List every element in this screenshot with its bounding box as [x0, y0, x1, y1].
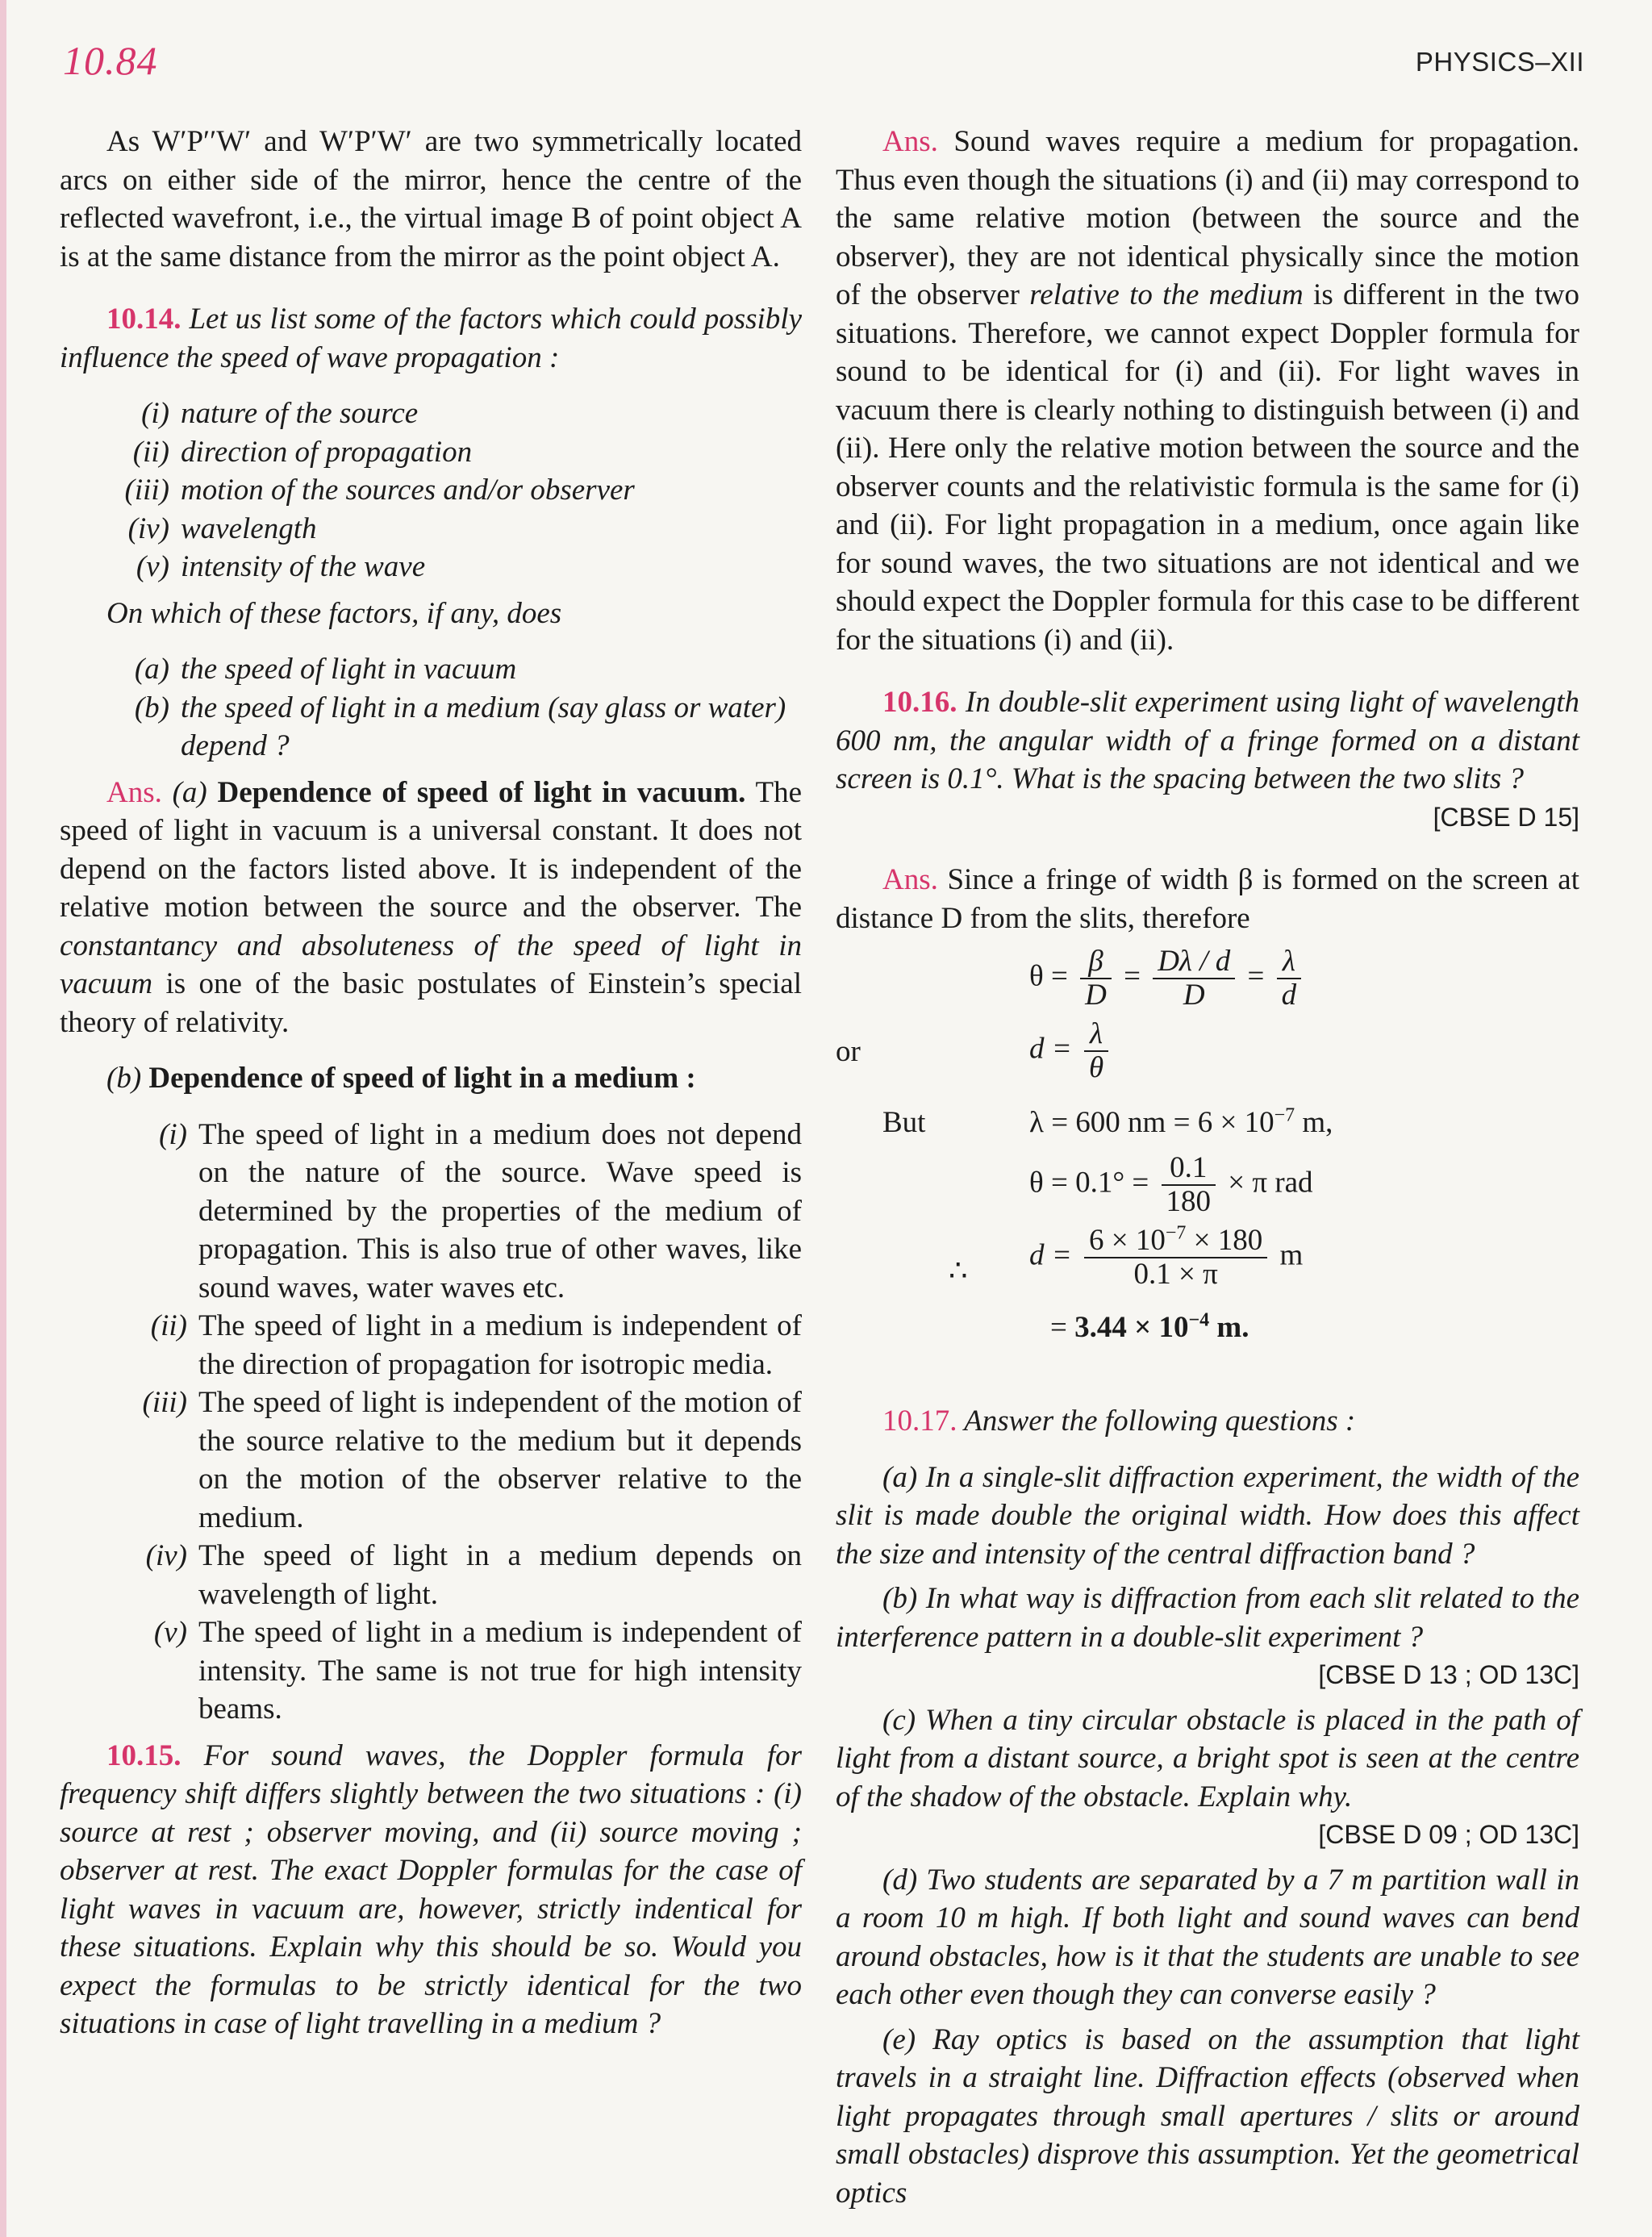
item-text: direction of propagation: [181, 435, 473, 469]
numerator: [1084, 1222, 1267, 1258]
part-label: (a): [172, 775, 207, 809]
eq-text: =: [1124, 959, 1141, 993]
item-label: (iv): [127, 511, 169, 545]
answer-text: The speed of light in vacuum is a universal constant. It does not depend on the factors listed above. It is independent of the relative motion between the source and the observer. The: [60, 775, 802, 924]
list-item: [60, 1307, 802, 1384]
list-item: [60, 1384, 802, 1537]
answer-text: Sound waves require a medium for propagation. Thus even though the situations (i) and (ii) may correspond to the same relative motion (between the source and the observer), they are not identical physically since the motion of the observer: [836, 125, 1579, 311]
result-value: 3.44 × 10: [1074, 1311, 1189, 1344]
eq-text: m: [1279, 1238, 1304, 1272]
fraction: [1277, 945, 1302, 1012]
item-text: the speed of light in vacuum: [181, 653, 517, 686]
item-text: motion of the sources and/or observer: [181, 474, 635, 507]
equation-block: [836, 945, 1579, 1429]
item-label: (i): [141, 397, 169, 430]
question-number: 10.15.: [106, 1738, 181, 1772]
item-label: (ii): [150, 1309, 187, 1342]
answer-points: [60, 1116, 802, 1729]
answer-text: is different in the two situations. Therefore, we cannot expect Doppler formula for sound to be identical for (i) and (ii). For light waves in vacuum there is clearly nothing to distinguish between (i) and (ii). Here only the relative motion between the source and the observer counts and the relativistic formula is the same for (i) and (ii). For light propagation in a medium, once again like for sound waves, the two situations are not identical and we should expect the Doppler formula for this case to be different for the situations (i) and (ii).: [836, 278, 1579, 657]
item-text: The speed of light in a medium is independent of the direction of propagation for isotropic media.: [198, 1309, 802, 1381]
equation-result: [1050, 1308, 1249, 1347]
numerator: β: [1080, 945, 1112, 979]
answer-label: Ans.: [882, 863, 938, 896]
item-text: The speed of light in a medium depends on wavelength of light.: [198, 1539, 802, 1611]
running-head: PHYSICS–XII: [1415, 47, 1584, 77]
item-label: (ii): [132, 435, 169, 469]
fraction: [1162, 1152, 1216, 1218]
denominator: D: [1183, 979, 1205, 1012]
denominator: 0.1 × π: [1133, 1258, 1218, 1291]
factor-list: [60, 394, 802, 586]
question-number: 10.17.: [882, 1404, 957, 1438]
eq-but-label: But: [882, 1106, 926, 1139]
fraction: [1080, 945, 1112, 1012]
item-text: intensity of the wave: [181, 550, 426, 583]
answer-10-15: [836, 123, 1579, 659]
item-text: The speed of light in a medium is independent of intensity. The same is not true for high intensity beams.: [198, 1616, 802, 1726]
equation-d-value: [1029, 1222, 1304, 1291]
eq-text: d =: [1029, 1238, 1072, 1272]
item-text: The speed of light is independent of the motion of the source relative to the medium but it depends on the motion of the observer relative to the medium.: [198, 1386, 802, 1534]
list-item: [60, 650, 802, 689]
item-text: The speed of light in a medium does not depend on the nature of the source. Wave speed is determined by the properties of the medium of propagation. This is also true of other waves, like sound waves, water waves etc.: [198, 1117, 802, 1304]
denominator: D: [1085, 979, 1107, 1012]
eq-text: θ = 0.1° =: [1029, 1166, 1149, 1200]
question-text: For sound waves, the Doppler formula for frequency shift differs slightly between the two situations : (i) source at rest ; observer moving, and (ii) source moving ; observer at rest. The exact Doppler formulas for the case of light waves in vacuum are, however, strictly indentical for these situations. Explain why this should be so. Would you expect the formulas to be strictly identical for the two situations in case of light travelling in a medium ?: [60, 1738, 803, 2040]
denominator: d: [1281, 979, 1297, 1012]
exponent: −4: [1188, 1309, 1210, 1331]
item-text: nature of the source: [181, 397, 419, 430]
fraction: [1084, 1018, 1108, 1084]
item-text: the speed of light in a medium (say glass or water) depend ?: [181, 691, 786, 762]
question-10-16: [836, 683, 1579, 799]
list-item: [60, 1116, 802, 1308]
item-label: (b): [134, 691, 169, 724]
fraction: [1084, 1222, 1267, 1291]
question-10-15: [60, 1737, 802, 2043]
part-label: (b): [106, 1062, 142, 1095]
question-part-c: (c) When a tiny circular obstacle is placed in the path of light from a distant source, a bright spot is seen at the centre of the shadow of the obstacle. Explain why.: [836, 1703, 1579, 1813]
numerator: Dλ / d: [1153, 945, 1235, 979]
therefore-symbol: ∴: [949, 1254, 968, 1288]
page-edge: [0, 0, 6, 2237]
left-column: [60, 123, 802, 2043]
item-label: (v): [153, 1616, 187, 1649]
list-item: [60, 471, 802, 510]
question-part-b: (b) In what way is diffraction from each slit related to the interference pattern in a double-slit experiment ?: [836, 1582, 1579, 1654]
list-item: [60, 394, 802, 433]
item-label: (v): [136, 550, 169, 583]
item-label: (iii): [142, 1386, 187, 1419]
question-number: 10.14.: [106, 303, 181, 336]
question-text: Answer the following questions :: [964, 1404, 1356, 1438]
item-label: (i): [159, 1117, 187, 1151]
exponent: −7: [1274, 1104, 1295, 1126]
item-text: wavelength: [181, 511, 317, 545]
answer-label: Ans.: [106, 775, 162, 809]
numerator: 0.1: [1162, 1152, 1216, 1186]
question-text: Let us list some of the factors which could possibly influence the speed of wave propagation :: [60, 303, 803, 374]
page-number: 10.84: [63, 38, 158, 83]
eq-text: × π rad: [1228, 1166, 1313, 1200]
item-label: (a): [134, 653, 169, 686]
equation-theta: [1029, 945, 1306, 1012]
question-part-a: (a) In a single-slit diffraction experiment, the width of the slit is made double the original width. How does this affect the size and intensity of the central diffraction band ?: [836, 1460, 1579, 1571]
answer-10-14-a: [60, 774, 802, 1042]
answer-emphasis: relative to the medium: [1029, 278, 1304, 311]
result-unit: m.: [1209, 1311, 1249, 1344]
equation-theta-value: [1029, 1152, 1313, 1218]
answer-text: Since a fringe of width β is formed on the screen at distance D from the slits, therefore: [836, 863, 1579, 935]
equation-lambda: [1029, 1104, 1333, 1142]
eq-text: θ =: [1029, 959, 1068, 993]
eq-text: =: [1050, 1311, 1067, 1344]
item-label: (iii): [124, 474, 169, 507]
exam-reference: [CBSE D 09 ; OD 13C]: [1318, 1820, 1579, 1849]
question-10-14: [60, 300, 802, 377]
answer-emphasis: constantancy and absoluteness of the speed of light in vacuum: [60, 929, 802, 1000]
eq-or-label: or: [836, 1035, 861, 1068]
fraction: [1153, 945, 1235, 1012]
question-text: In double-slit experiment using light of wavelength 600 nm, the angular width of a fringe formed on a distant screen is 0.1°. What is the spacing between the two slits ?: [836, 686, 1579, 795]
exam-reference: [CBSE D 15]: [1433, 802, 1579, 832]
denominator: θ: [1088, 1051, 1104, 1084]
answer-10-14-b-heading: [60, 1059, 802, 1098]
answer-label: Ans.: [882, 125, 938, 158]
answer-10-16: [836, 861, 1579, 937]
eq-text: =: [1247, 959, 1265, 993]
question-part-e: (e) Ray optics is based on the assumption that light travels in a straight line. Diffraction effects (observed when light propagates through small apertures / slits or around small obstacles) disprove this assumption. Yet the geometrical optics: [836, 2022, 1579, 2210]
eq-text: 6 × 10: [1088, 1224, 1166, 1257]
answer-heading: Dependence of speed of light in a medium :: [148, 1062, 696, 1095]
item-label: (iv): [145, 1539, 187, 1572]
list-item: [60, 433, 802, 472]
answer-heading: Dependence of speed of light in vacuum.: [217, 775, 746, 809]
eq-text: d =: [1029, 1032, 1072, 1066]
list-item: [60, 548, 802, 586]
eq-text: × 180: [1186, 1224, 1263, 1257]
eq-text: m,: [1295, 1106, 1333, 1139]
list-item: [60, 689, 802, 766]
right-column: [836, 123, 1579, 2212]
question-prompt: On which of these factors, if any, does: [106, 596, 562, 630]
exam-reference: [CBSE D 13 ; OD 13C]: [1318, 1660, 1579, 1689]
question-part-d: (d) Two students are separated by a 7 m partition wall in a room 10 m high. If both light and sound waves can bend around obstacles, how is it that the students are unable to see each other even though they can converse easily ?: [836, 1863, 1579, 2011]
answer-text: is one of the basic postulates of Einstein’s special theory of relativity.: [60, 967, 802, 1039]
intro-paragraph: As W′P′′W′ and W′P′W′ are two symmetrically located arcs on either side of the mirror, hence the centre of the reflected wavefront, i.e., the virtual image B of point object A is at the same distance from the mirror as the point object A.: [60, 125, 802, 273]
exponent: −7: [1165, 1222, 1187, 1244]
numerator: λ: [1084, 1018, 1108, 1052]
list-item: [60, 1613, 802, 1729]
numerator: λ: [1277, 945, 1302, 979]
question-parts: [60, 650, 802, 766]
eq-text: λ = 600 nm = 6 × 10: [1029, 1106, 1274, 1139]
list-item: [60, 510, 802, 549]
question-number: 10.16.: [882, 686, 957, 719]
equation-d: [1029, 1018, 1113, 1084]
list-item: [60, 1537, 802, 1613]
denominator: 180: [1166, 1185, 1212, 1218]
